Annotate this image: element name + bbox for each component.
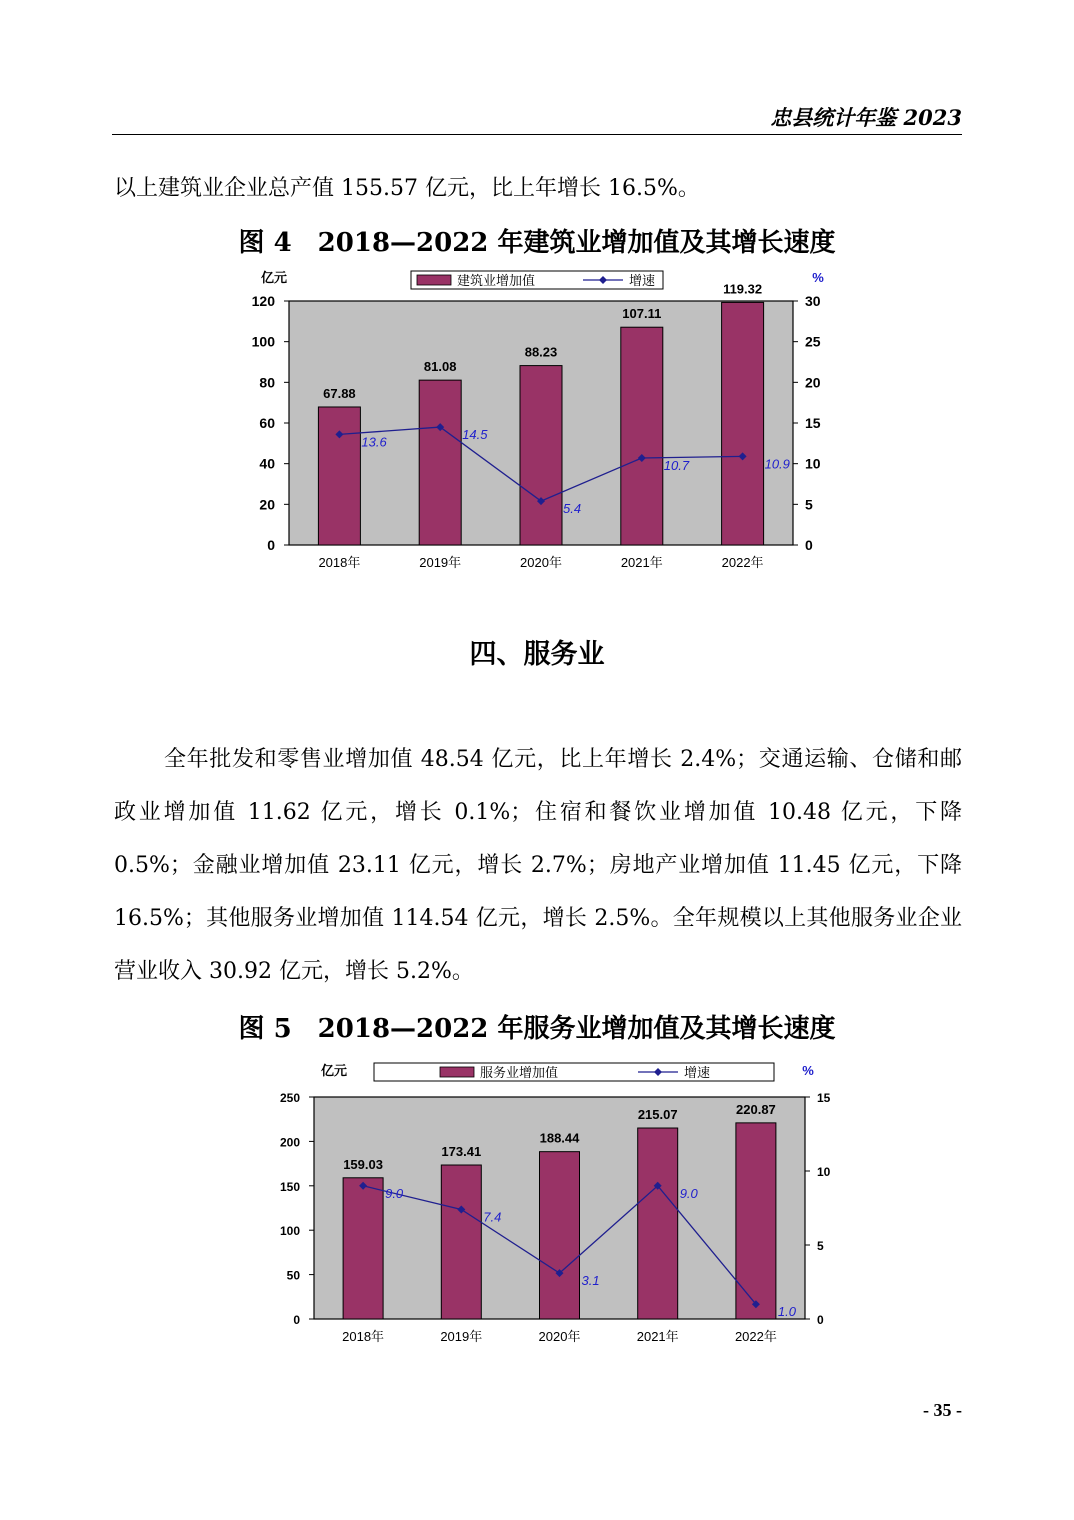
growth-value-label: 10.7 <box>663 457 690 473</box>
category-label: 2022年 <box>734 1329 777 1344</box>
growth-value-label: 7.4 <box>483 1209 502 1225</box>
figure-5-title: 图 5 2018—2022 年服务业增加值及其增长速度 <box>238 1014 836 1044</box>
left-tick-label: 80 <box>259 374 275 391</box>
legend-bar-swatch <box>417 275 451 285</box>
left-tick-label: 200 <box>279 1135 300 1150</box>
figure-4-chart <box>0 258 1074 578</box>
figure-4-title: 图 4 2018—2022 年建筑业增加值及其增长速度 <box>238 228 836 258</box>
category-label: 2018年 <box>342 1329 385 1344</box>
bar-value-label: 67.88 <box>323 385 356 401</box>
right-tick-label: 0 <box>805 537 813 553</box>
growth-value-label: 10.9 <box>764 456 790 472</box>
left-tick-label: 250 <box>279 1091 300 1105</box>
right-tick-label: 5 <box>817 1239 824 1253</box>
growth-value-label: 13.6 <box>361 434 387 450</box>
bar-value-label: 107.11 <box>622 306 662 322</box>
bar <box>441 1165 481 1319</box>
right-axis-unit: % <box>812 270 824 285</box>
paragraph-services: 全年批发和零售业增加值 48.54 亿元，比上年增长 2.4%；交通运输、仓储和邮政业增加值 11.62 亿元，增长 0.1%；住宿和餐饮业增加值 10.48 亿元，下降 0.5%；金融业增加值 23.11 亿元，增长 2.7%；房地产业增加值 11.45 亿元，下降 16.5%；其他服务业增加值 114.54 亿元，增长 2.5%。全年规模以上其他服务业企业营业收入 30.92 亿元，增长 5.2%。 <box>114 747 962 984</box>
bar <box>520 366 562 545</box>
right-tick-label: 5 <box>805 496 813 513</box>
legend-bar-label: 服务业增加值 <box>480 1065 559 1080</box>
page-number: - 35 - <box>923 1400 962 1420</box>
bar <box>638 1128 678 1319</box>
category-label: 2022年 <box>721 555 764 570</box>
category-label: 2020年 <box>520 555 562 570</box>
header-rule <box>112 134 962 135</box>
bar <box>419 380 461 545</box>
yearbook-header-title: 忠县统计年鉴 2023 <box>770 105 962 130</box>
growth-value-label: 9.0 <box>679 1185 698 1201</box>
right-axis-unit: % <box>802 1063 814 1078</box>
category-label: 2019年 <box>440 1329 483 1344</box>
bar-value-label: 188.44 <box>539 1130 580 1146</box>
legend-line-label: 增速 <box>684 1065 711 1080</box>
right-tick-label: 20 <box>805 374 821 391</box>
left-tick-label: 100 <box>251 333 275 350</box>
bar <box>722 302 764 545</box>
paragraph-construction-output: 以上建筑业企业总产值 155.57 亿元，比上年增长 16.5%。 <box>114 176 700 201</box>
growth-value-label: 5.4 <box>563 501 582 517</box>
category-label: 2021年 <box>636 1329 679 1344</box>
right-tick-label: 15 <box>805 415 821 431</box>
left-axis-unit: 亿元 <box>260 270 288 285</box>
bar-value-label: 119.32 <box>723 281 763 297</box>
right-tick-label: 30 <box>805 293 821 309</box>
left-tick-label: 120 <box>251 293 275 309</box>
growth-value-label: 14.5 <box>462 427 488 443</box>
bar <box>621 327 663 545</box>
right-tick-label: 0 <box>817 1313 824 1327</box>
left-tick-label: 60 <box>259 415 275 431</box>
left-tick-label: 100 <box>279 1224 300 1239</box>
right-tick-label: 25 <box>805 333 821 350</box>
bar <box>343 1178 383 1319</box>
legend-bar-swatch <box>440 1067 474 1077</box>
right-tick-label: 10 <box>805 455 821 472</box>
left-tick-label: 20 <box>259 496 275 513</box>
figure-5-chart <box>0 1055 1074 1355</box>
left-axis-unit: 亿元 <box>320 1063 348 1078</box>
bar-value-label: 88.23 <box>524 344 558 360</box>
growth-value-label: 9.0 <box>385 1185 404 1201</box>
left-tick-label: 0 <box>293 1313 300 1327</box>
category-label: 2018年 <box>318 555 361 570</box>
left-tick-label: 50 <box>286 1268 300 1283</box>
category-label: 2021年 <box>620 555 663 570</box>
bar-value-label: 159.03 <box>343 1156 383 1172</box>
bar-value-label: 173.41 <box>441 1144 482 1160</box>
legend-bar-label: 建筑业增加值 <box>457 273 536 288</box>
legend-box <box>374 1063 774 1081</box>
bar-value-label: 215.07 <box>637 1107 678 1123</box>
bar <box>736 1123 776 1319</box>
bar <box>540 1152 580 1319</box>
section-heading-services: 四、服务业 <box>469 639 605 670</box>
left-tick-label: 150 <box>279 1179 300 1194</box>
left-tick-label: 40 <box>259 455 275 472</box>
category-label: 2020年 <box>538 1329 581 1344</box>
growth-value-label: 3.1 <box>581 1273 600 1289</box>
left-tick-label: 0 <box>267 537 275 553</box>
bar-value-label: 220.87 <box>736 1101 776 1117</box>
growth-value-label: 1.0 <box>777 1304 796 1320</box>
category-label: 2019年 <box>419 555 462 570</box>
right-tick-label: 10 <box>817 1165 831 1179</box>
bar-value-label: 81.08 <box>423 359 457 375</box>
bar <box>318 407 360 545</box>
legend-line-label: 增速 <box>629 273 656 288</box>
right-tick-label: 15 <box>817 1091 831 1105</box>
